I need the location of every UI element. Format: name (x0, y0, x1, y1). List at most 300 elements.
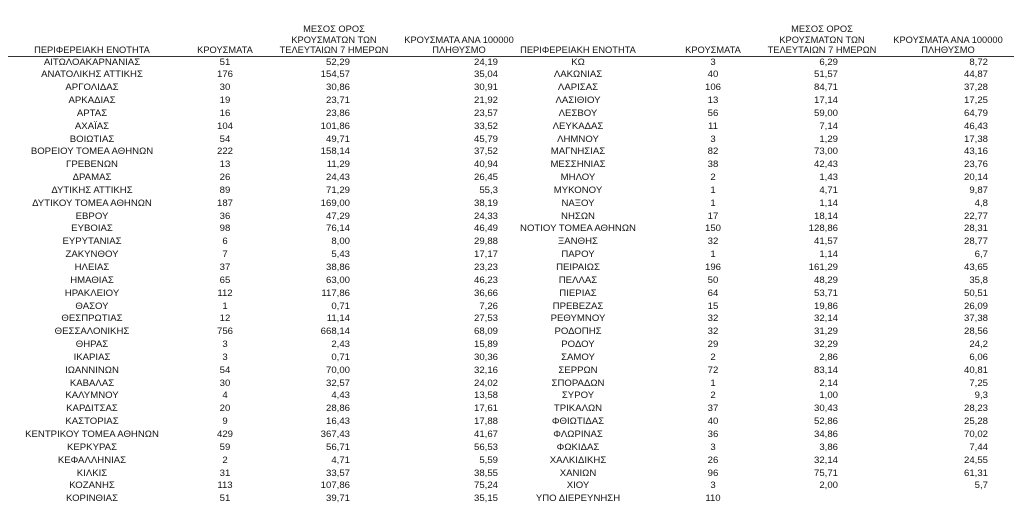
region-cell: ΔΥΤΙΚΗΣ ΑΤΤΙΚΗΣ (51, 184, 133, 196)
avg7-cell: 158,14 (320, 146, 350, 158)
region-cell: ΘΕΣΠΡΩΤΙΑΣ (61, 313, 123, 325)
table-row (8, 429, 524, 442)
cases-cell: 222 (216, 146, 233, 158)
cases-cell: 13 (219, 159, 231, 171)
per100k-cell: 5,59 (479, 454, 498, 466)
per100k-cell: 40,81 (963, 364, 988, 376)
avg7-cell: 7,14 (819, 120, 838, 132)
table-row (492, 275, 1014, 288)
per100k-cell (882, 493, 1014, 506)
per100k-cell: 17,25 (963, 95, 988, 107)
cases-cell: 1 (710, 377, 716, 389)
cases-cell: 30 (219, 82, 231, 94)
region-cell: ΑΧΑΪΑΣ (74, 120, 110, 132)
region-cell: ΚΑΣΤΟΡΙΑΣ (65, 416, 119, 428)
region-cell: ΣΕΡΡΩΝ (558, 364, 598, 376)
per100k-cell: 17,88 (473, 416, 498, 428)
cases-cell: 54 (219, 133, 231, 145)
per100k-cell: 61,31 (963, 467, 988, 479)
avg7-cell: 2,00 (819, 480, 838, 492)
region-cell: ΕΒΡΟΥ (75, 210, 109, 222)
avg7-cell: 1,43 (819, 172, 838, 184)
table-row (492, 146, 1014, 159)
per100k-cell: 29,88 (473, 236, 498, 248)
avg7-cell: 24,43 (325, 172, 350, 184)
region-cell: ΔΡΑΜΑΣ (72, 172, 112, 184)
cases-cell: 26 (707, 454, 719, 466)
cases-cell: 3 (710, 56, 716, 68)
region-cell: ΡΕΘΥΜΝΟΥ (550, 313, 606, 325)
per100k-cell: 38,19 (473, 197, 498, 209)
cases-cell: 150 (704, 223, 721, 235)
per100k-cell: 7,25 (969, 377, 988, 389)
avg7-cell: 48,29 (813, 274, 838, 286)
avg7-cell: 668,14 (320, 326, 350, 338)
cases-cell: 65 (219, 274, 231, 286)
avg7-cell: 32,29 (813, 339, 838, 351)
header-avg7: ΜΕΣΟΣ ΟΡΟΣ ΚΡΟΥΣΜΑΤΩΝ ΤΩΝ ΤΕΛΕΥΤΑΙΩΝ 7 ΗΜΕΡΩΝ (762, 24, 882, 56)
avg7-cell: 70,00 (325, 364, 350, 376)
avg7-cell: 33,57 (325, 467, 350, 479)
cases-cell: 3 (222, 351, 228, 363)
per100k-cell: 37,52 (473, 146, 498, 158)
table-row (492, 211, 1014, 224)
avg7-cell: 4,71 (331, 454, 350, 466)
per100k-cell: 17,61 (473, 403, 498, 415)
avg7-cell: 51,57 (813, 69, 838, 81)
avg7-cell: 169,00 (320, 197, 350, 209)
cases-cell: 72 (707, 364, 719, 376)
region-cell: ΠΑΡΟΥ (561, 249, 595, 261)
avg7-cell: 30,86 (325, 82, 350, 94)
per100k-cell: 68,09 (473, 326, 498, 338)
avg7-cell: 1,14 (819, 197, 838, 209)
table-row (8, 493, 524, 506)
region-cell: ΚΑΛΥΜΝΟΥ (65, 390, 119, 402)
region-cell: ΧΑΛΚΙΔΙΚΗΣ (549, 454, 607, 466)
avg7-cell: 18,14 (813, 210, 838, 222)
region-cell: ΚΑΒΑΛΑΣ (69, 377, 115, 389)
table-row (8, 95, 524, 108)
table-row (492, 326, 1014, 339)
region-cell: ΜΗΛΟΥ (560, 172, 596, 184)
cases-cell: 176 (216, 69, 233, 81)
table-row (8, 159, 524, 172)
table-row (492, 56, 1014, 69)
region-cell: ΛΑΣΙΘΙΟΥ (555, 95, 601, 107)
per100k-cell: 23,57 (473, 107, 498, 119)
per100k-cell: 24,2 (969, 339, 988, 351)
avg7-cell: 31,29 (813, 326, 838, 338)
per100k-cell: 46,43 (963, 120, 988, 132)
cases-cell: 40 (707, 69, 719, 81)
table-row (8, 69, 524, 82)
region-cell: ΝΟΤΙΟΥ ΤΟΜΕΑ ΑΘΗΝΩΝ (520, 223, 636, 235)
cases-table-left (8, 24, 524, 506)
per100k-cell: 23,76 (963, 159, 988, 171)
table-row (492, 172, 1014, 185)
region-cell: ΛΗΜΝΟΥ (557, 133, 599, 145)
per100k-cell: 43,16 (963, 146, 988, 158)
region-cell: ΘΕΣΣΑΛΟΝΙΚΗΣ (54, 326, 130, 338)
region-cell: ΦΩΚΙΔΑΣ (556, 441, 600, 453)
avg7-cell: 52,29 (325, 56, 350, 68)
avg7-cell: 6,29 (819, 56, 838, 68)
region-cell: ΑΙΤΩΛΟΑΚΑΡΝΑΝΙΑΣ (43, 56, 141, 68)
header-row-left (8, 24, 524, 56)
per100k-cell: 70,02 (963, 428, 988, 440)
per100k-cell: 24,19 (473, 56, 498, 68)
region-cell: ΖΑΚΥΝΘΟΥ (65, 249, 119, 261)
cases-cell: 113 (217, 480, 233, 492)
per100k-cell: 75,24 (473, 480, 498, 492)
table-row (8, 480, 524, 493)
cases-cell: 54 (219, 364, 231, 376)
cases-cell: 3 (222, 339, 228, 351)
cases-cell: 50 (707, 274, 719, 286)
per100k-cell: 8,72 (969, 56, 988, 68)
region-cell: ΓΡΕΒΕΝΩΝ (66, 159, 118, 171)
avg7-cell: 52,86 (813, 416, 838, 428)
region-cell: ΞΑΝΘΗΣ (558, 236, 598, 248)
table-row (8, 403, 524, 416)
region-cell: ΒΟΡΕΙΟΥ ΤΟΜΕΑ ΑΘΗΝΩΝ (30, 146, 154, 158)
per100k-cell: 22,77 (963, 210, 988, 222)
table-row (492, 442, 1014, 455)
per100k-cell: 28,56 (963, 326, 988, 338)
region-cell: ΦΘΙΩΤΙΔΑΣ (551, 416, 605, 428)
cases-cell: 2 (222, 454, 228, 466)
avg7-cell: 39,71 (325, 493, 350, 505)
table-row (492, 378, 1014, 391)
region-cell: ΝΗΣΩΝ (561, 210, 595, 222)
avg7-cell: 16,43 (325, 416, 350, 428)
cases-cell: 36 (707, 428, 719, 440)
avg7-cell: 47,29 (325, 210, 350, 222)
per100k-cell: 28,77 (963, 236, 988, 248)
region-cell: ΗΜΑΘΙΑΣ (70, 274, 114, 286)
avg7-cell: 42,43 (813, 159, 838, 171)
region-cell: ΠΙΕΡΙΑΣ (559, 287, 597, 299)
cases-cell: 11 (708, 120, 718, 132)
region-cell: ΣΠΟΡΑΔΩΝ (551, 377, 605, 389)
region-cell: ΘΑΣΟΥ (75, 300, 109, 312)
avg7-cell: 11,29 (326, 159, 350, 171)
table-row (492, 108, 1014, 121)
region-cell: ΜΑΓΝΗΣΙΑΣ (550, 146, 606, 158)
avg7-cell: 0,71 (331, 351, 350, 363)
table-row (492, 390, 1014, 403)
table-row (8, 108, 524, 121)
table-row (8, 313, 524, 326)
cases-cell: 112 (217, 287, 233, 299)
per100k-cell: 13,58 (473, 390, 498, 402)
cases-cell: 38 (707, 159, 719, 171)
cases-cell: 13 (707, 95, 719, 107)
cases-cell: 196 (704, 262, 721, 273)
per100k-cell: 55,3 (479, 184, 498, 196)
table-row (492, 82, 1014, 95)
avg7-cell: 1,14 (819, 249, 838, 261)
table-row (8, 236, 524, 249)
avg7-cell: 11,14 (326, 313, 350, 325)
region-cell: ΑΡΚΑΔΙΑΣ (68, 95, 116, 107)
per100k-cell: 17,17 (473, 249, 498, 261)
region-cell: ΠΡΕΒΕΖΑΣ (552, 300, 604, 312)
avg7-cell: 154,57 (320, 69, 350, 81)
table-row (8, 390, 524, 403)
avg7-cell: 23,86 (325, 107, 350, 119)
region-cell: ΚΕΦΑΛΛΗΝΙΑΣ (57, 454, 127, 466)
region-cell: ΛΑΡΙΣΑΣ (557, 82, 599, 94)
cases-cell: 1 (710, 184, 716, 196)
per100k-cell: 26,45 (473, 172, 498, 184)
cases-cell: 31 (219, 467, 231, 479)
region-cell: ΡΟΔΟΥ (561, 339, 595, 351)
table-row (492, 480, 1014, 493)
per100k-cell: 30,91 (473, 82, 498, 94)
avg7-cell: 1,29 (819, 133, 838, 145)
cases-cell: 37 (707, 403, 719, 415)
per100k-cell: 45,79 (473, 133, 498, 145)
table-row (492, 455, 1014, 468)
per100k-cell: 30,36 (473, 351, 498, 363)
avg7-cell: 19,86 (813, 300, 838, 312)
cases-cell: 3 (710, 441, 716, 453)
per100k-cell: 7,26 (479, 300, 498, 312)
per100k-cell: 33,52 (473, 120, 498, 132)
region-cell: ΙΩΑΝΝΙΝΩΝ (65, 364, 119, 376)
table-row (8, 82, 524, 95)
table-row (492, 95, 1014, 108)
avg7-cell: 28,86 (325, 403, 350, 415)
region-cell: ΚΕΝΤΡΙΚΟΥ ΤΟΜΕΑ ΑΘΗΝΩΝ (25, 428, 159, 440)
table-row (8, 146, 524, 159)
region-cell: ΚΟΖΑΝΗΣ (69, 480, 115, 492)
per100k-cell: 37,28 (963, 82, 988, 94)
region-cell: ΡΟΔΟΠΗΣ (554, 326, 602, 338)
avg7-cell: 53,71 (813, 287, 838, 299)
region-cell: ΘΗΡΑΣ (75, 339, 109, 351)
cases-cell: 15 (707, 300, 719, 312)
region-cell: ΝΑΞΟΥ (561, 197, 595, 209)
per100k-cell: 37,38 (963, 313, 988, 325)
per100k-cell: 64,79 (963, 107, 988, 119)
cases-cell: 37 (219, 262, 231, 273)
region-cell: ΛΕΣΒΟΥ (558, 107, 598, 119)
table-row (492, 121, 1014, 134)
cases-cell: 98 (219, 223, 231, 235)
per100k-cell: 46,23 (473, 274, 498, 286)
per100k-cell: 21,92 (473, 95, 498, 107)
table-row (8, 211, 524, 224)
table-row (8, 56, 524, 69)
table-row (492, 198, 1014, 211)
region-cell: ΛΑΚΩΝΙΑΣ (553, 69, 603, 81)
avg7-cell: 2,43 (331, 339, 350, 351)
table-row (8, 378, 524, 391)
per100k-cell: 28,23 (963, 403, 988, 415)
cases-cell: 429 (216, 428, 233, 440)
header-cases: ΚΡΟΥΣΜΑΤΑ (176, 24, 274, 56)
avg7-cell: 32,57 (325, 377, 350, 389)
table-row (492, 185, 1014, 198)
avg7-cell: 34,86 (813, 428, 838, 440)
per100k-cell: 24,55 (963, 454, 988, 466)
cases-cell: 3 (710, 480, 716, 492)
table-row (492, 416, 1014, 429)
cases-cell: 32 (707, 313, 719, 325)
per100k-cell: 46,49 (473, 223, 498, 235)
cases-cell: 106 (704, 82, 721, 94)
cases-cell: 9 (222, 416, 228, 428)
per100k-cell: 35,8 (969, 274, 988, 286)
cases-cell: 1 (710, 249, 716, 261)
avg7-cell: 32,14 (813, 454, 838, 466)
avg7-cell: 107,86 (320, 480, 350, 492)
avg7-cell: 101,86 (320, 120, 350, 132)
table-row (8, 455, 524, 468)
cases-cell: 3 (710, 133, 716, 145)
region-cell: ΠΕΛΛΑΣ (558, 274, 598, 286)
region-cell: ΛΕΥΚΑΔΑΣ (552, 120, 604, 132)
per100k-cell: 28,31 (963, 223, 988, 235)
cases-cell: 104 (216, 120, 233, 132)
cases-cell: 29 (707, 339, 719, 351)
table-row (492, 352, 1014, 365)
region-cell: ΕΥΒΟΙΑΣ (71, 223, 113, 235)
per100k-cell: 38,55 (473, 467, 498, 479)
region-cell: ΗΛΕΙΑΣ (74, 262, 110, 273)
region-cell: ΕΥΡΥΤΑΝΙΑΣ (62, 236, 122, 248)
avg7-cell: 367,43 (320, 428, 350, 440)
region-cell: ΚΙΛΚΙΣ (76, 467, 108, 479)
per100k-cell: 4,8 (974, 197, 988, 209)
avg7-cell: 38,86 (325, 262, 350, 273)
avg7-cell: 1,00 (819, 390, 838, 402)
table-row (8, 442, 524, 455)
avg7-cell: 4,71 (819, 184, 838, 196)
table-row (8, 185, 524, 198)
region-cell: ΦΛΩΡΙΝΑΣ (553, 428, 603, 440)
table-row (8, 275, 524, 288)
avg7-cell: 83,14 (813, 364, 838, 376)
region-cell: ΧΙΟΥ (566, 480, 590, 492)
avg7-cell: 71,29 (325, 184, 350, 196)
region-cell: ΧΑΝΙΩΝ (559, 467, 597, 479)
region-cell: ΣΥΡΟΥ (561, 390, 595, 402)
per100k-cell: 35,04 (473, 69, 498, 81)
table-row (492, 134, 1014, 147)
cases-cell: 110 (705, 493, 721, 505)
table-row (8, 262, 524, 275)
region-cell: ΑΝΑΤΟΛΙΚΗΣ ΑΤΤΙΚΗΣ (41, 69, 143, 81)
cases-cell: 1 (710, 197, 716, 209)
per100k-cell: 7,44 (969, 441, 988, 453)
table-row (8, 172, 524, 185)
cases-cell: 4 (222, 390, 228, 402)
per100k-cell: 40,94 (473, 159, 498, 171)
per100k-cell: 9,87 (969, 184, 988, 196)
cases-cell: 19 (219, 95, 231, 107)
table-row (492, 429, 1014, 442)
cases-cell: 187 (216, 197, 233, 209)
region-cell: ΚΩ (571, 56, 585, 68)
table-row (8, 121, 524, 134)
table-row (492, 223, 1014, 236)
avg7-cell: 8,00 (331, 236, 350, 248)
avg7-cell: 3,86 (819, 441, 838, 453)
cases-cell: 2 (710, 390, 716, 402)
cases-cell: 56 (707, 107, 719, 119)
cases-cell: 756 (216, 326, 233, 338)
avg7-cell: 2,14 (819, 377, 838, 389)
table-row (8, 249, 524, 262)
cases-cell: 89 (219, 184, 231, 196)
cases-cell: 12 (219, 313, 231, 325)
table-row (492, 236, 1014, 249)
header-avg7: ΜΕΣΟΣ ΟΡΟΣ ΚΡΟΥΣΜΑΤΩΝ ΤΩΝ ΤΕΛΕΥΤΑΙΩΝ 7 ΗΜΕΡΩΝ (274, 24, 394, 56)
table-body-right (492, 56, 1014, 506)
per100k-cell: 15,89 (473, 339, 498, 351)
table-row (8, 223, 524, 236)
table-row (8, 288, 524, 301)
avg7-cell: 117,86 (321, 287, 350, 299)
cases-cell: 30 (219, 377, 231, 389)
cases-cell: 26 (219, 172, 231, 184)
avg7-cell: 41,57 (813, 236, 838, 248)
avg7-cell: 17,14 (813, 95, 838, 107)
per100k-cell: 26,09 (963, 300, 988, 312)
avg7-cell: 73,00 (813, 146, 838, 158)
per100k-cell: 25,28 (963, 416, 988, 428)
per100k-cell: 50,51 (963, 287, 988, 299)
cases-cell: 2 (710, 172, 716, 184)
table-row (492, 493, 1014, 506)
cases-cell: 51 (219, 56, 231, 68)
avg7-cell: 4,43 (331, 390, 350, 402)
header-per100k: ΚΡΟΥΣΜΑΤΑ ΑΝΑ 100000 ΠΛΗΘΥΣΜΟ (394, 24, 524, 56)
per100k-cell: 41,67 (473, 428, 498, 440)
table-row (492, 249, 1014, 262)
avg7-cell: 32,14 (813, 313, 838, 325)
region-cell: ΜΕΣΣΗΝΙΑΣ (550, 159, 606, 171)
avg7-cell: 63,00 (325, 274, 350, 286)
table-body-left (8, 56, 524, 506)
avg7-cell: 56,71 (325, 441, 350, 453)
table-row (492, 262, 1014, 275)
table-row (8, 352, 524, 365)
cases-cell: 20 (219, 403, 231, 415)
cases-cell: 82 (707, 146, 719, 158)
cases-cell: 51 (219, 493, 231, 505)
table-row (8, 468, 524, 481)
avg7-cell (762, 493, 882, 506)
cases-cell: 32 (707, 236, 719, 248)
region-cell: ΗΡΑΚΛΕΙΟΥ (64, 287, 120, 299)
region-cell: ΠΕΙΡΑΙΩΣ (556, 262, 600, 273)
per100k-cell: 6,7 (974, 249, 988, 261)
region-cell: ΔΥΤΙΚΟΥ ΤΟΜΕΑ ΑΘΗΝΩΝ (32, 197, 152, 209)
avg7-cell: 76,14 (325, 223, 350, 235)
per100k-cell: 44,87 (963, 69, 988, 81)
per100k-cell: 35,15 (473, 493, 498, 505)
per100k-cell: 43,65 (963, 262, 988, 273)
cases-cell: 6 (222, 236, 228, 248)
cases-cell: 1 (222, 300, 228, 312)
cases-cell: 7 (222, 249, 228, 261)
cases-cell: 36 (219, 210, 231, 222)
